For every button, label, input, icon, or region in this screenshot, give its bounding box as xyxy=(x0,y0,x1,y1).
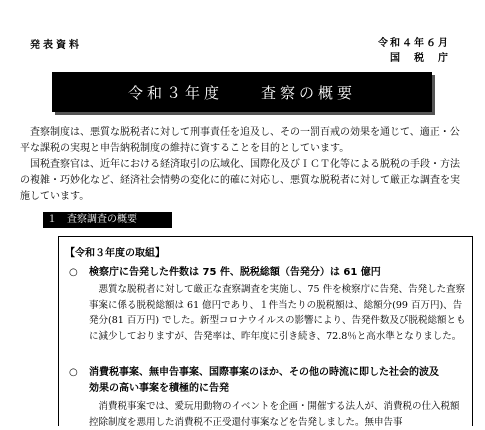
item-1-heading-text: 検察庁に告発した件数は 75 件、脱税総額（告発分）は 61 億円 xyxy=(89,267,381,278)
circle-bullet-icon: ○ xyxy=(69,367,78,378)
release-date: 令和４年６月 xyxy=(378,38,450,49)
box-label: 【令和３年度の取組】 xyxy=(65,248,165,259)
intro-paragraph-2: 国税査察官は、近年における経済取引の広域化、国際化及びＩＣＴ化等による脱税の手段・方法の複雑・巧妙化など、経済社会情勢の変化に的確に対応し、悪質な脱税者に対して厳正な調査を実施しています。 xyxy=(20,159,460,202)
section-heading: １ 査察調査の概要 xyxy=(43,212,172,228)
item-2-heading xyxy=(69,365,439,397)
agency-name: 国 税 庁 xyxy=(390,53,450,64)
item-1-heading xyxy=(69,265,381,281)
item-1-body xyxy=(89,282,467,344)
item-2-paragraph: 消費税事案では、愛玩用動物のイベントを企画・開催する法人が、消費税の仕入税額控除制度を悪用した消費税不正受還付事案などを告発しました。無申告事 xyxy=(89,401,460,428)
item-2-heading-line-2: 効果の高い事案を積極的に告発 xyxy=(89,383,229,394)
circle-bullet-icon: ○ xyxy=(69,267,78,278)
release-label: 発表資料 xyxy=(30,40,82,51)
intro-paragraph-1: 査察制度は、悪質な脱税者に対して刑事責任を追及し、その一罰百戒の効果を通じて、適正・公平な課税の実現と申告納税制度の維持に資することを目的としています。 xyxy=(20,127,460,154)
document-title: 令和３年度 査察の概要 xyxy=(52,72,432,112)
item-2-heading-line-1: 消費税事案、無申告事案、国際事案のほか、その他の時流に即した社会的波及 xyxy=(89,367,439,378)
issuer-block xyxy=(378,36,450,66)
achievements-box xyxy=(58,236,473,426)
intro-text xyxy=(20,125,465,205)
item-1-paragraph: 悪質な脱税者に対して厳正な査察調査を実施し、75 件を検察庁に告発、告発した査察事案に係る脱税総額は 61 億円であり、１件当たりの脱税額は、総額分(99 百万円)、告発分(81 百万円) でした。新型コロナウイルスの影響により、告発件数及び脱税総額ともに減少しておりますが、告発率は、昨年度に引き続き、72.8％と高水準となりました。 xyxy=(89,284,466,342)
item-2-body xyxy=(89,399,467,430)
